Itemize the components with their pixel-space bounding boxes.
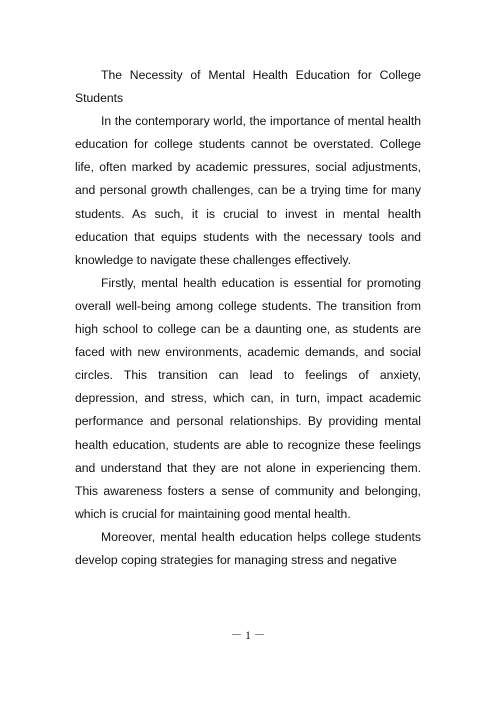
paragraph-2: Firstly, mental health education is essential for promoting overall well-being among college students. The transition from high school to college can be a daunting one, as students are faced with new environments, academic demands, and social circles. This transition can lead to feelings of anxiety, depression, and stress, which can, in turn, impact academic performance and personal relationships. By providing mental health education, students are able to recognize these feelings and understand that they are not alone in experiencing them. This awareness fosters a sense of community and belonging, which is crucial for maintaining good mental health. <box>75 275 421 521</box>
paragraph-3: Moreover, mental health education helps college students develop coping strategies for managing stress and negative <box>75 529 421 567</box>
document-title: The Necessity of Mental Health Education for College Students <box>75 68 421 106</box>
paragraph-1: In the contemporary world, the importance of mental health education for college students cannot be overstated. College life, often marked by academic pressures, social adjustments, and personal growth challenges, can be a trying time for many students. As such, it is crucial to invest in mental health education that equips students with the necessary tools and knowledge to navigate these challenges effectively. <box>75 114 421 267</box>
document-body <box>75 64 421 572</box>
page-number: － 1 － <box>230 630 266 642</box>
